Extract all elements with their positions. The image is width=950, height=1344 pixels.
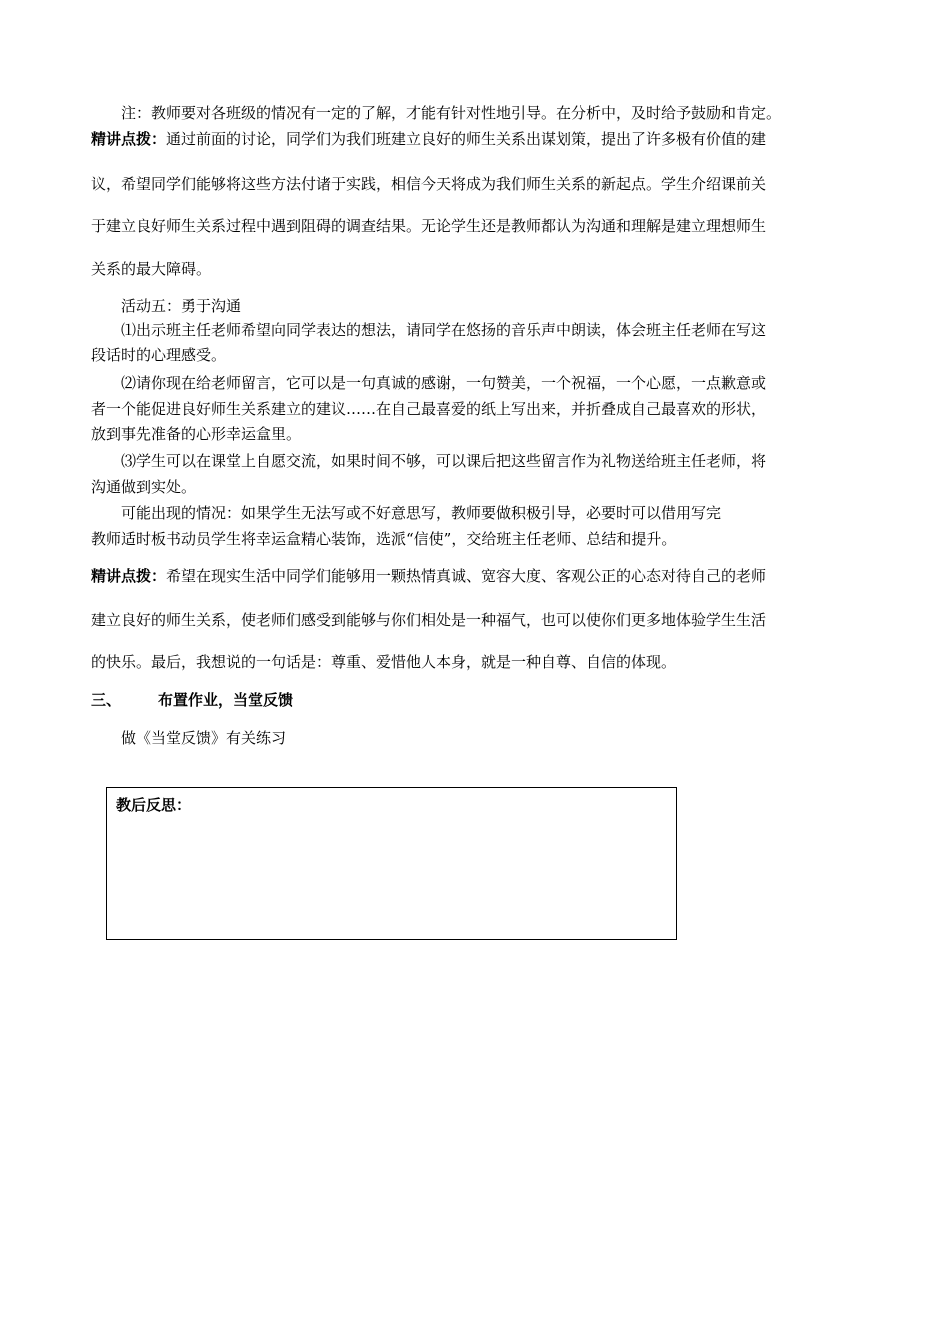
activity-item-2-line-1: ⑵请你现在给老师留言，它可以是一句真诚的感谢，一句赞美，一个祝福，一个心愿，一点歉意或: [121, 374, 767, 392]
homework-heading-title: 布置作业，当堂反馈: [158, 691, 294, 709]
key-points-label-2: 精讲点拨：: [91, 567, 167, 585]
key-points-2-line-3: 的快乐。最后，我想说的一句话是：尊重、爱惜他人本身，就是一种自尊、自信的体现。: [91, 653, 677, 671]
activity-item-3-line-1: ⑶学生可以在课堂上自愿交流，如果时间不够，可以课后把这些留言作为礼物送给班主任老师，将: [121, 452, 767, 470]
key-points-line-2: 议，希望同学们能够将这些方法付诸于实践，相信今天将成为我们师生关系的新起点。学生介绍课前关: [91, 175, 767, 193]
activity-item-1-line-1: ⑴出示班主任老师希望向同学表达的想法，请同学在悠扬的音乐声中朗读，体会班主任老师在写这: [121, 321, 767, 339]
homework-content: 做《当堂反馈》有关练习: [121, 729, 287, 747]
reflection-title: 教后反思：: [116, 796, 192, 814]
activity-item-1-line-2: 段话时的心理感受。: [91, 346, 227, 364]
activity-five-title: 活动五：勇于沟通: [121, 297, 242, 315]
activity-item-3-line-2: 沟通做到实处。: [91, 478, 197, 496]
homework-heading-number: 三、: [91, 691, 122, 709]
key-points-paragraph-1: [91, 129, 766, 149]
activity-item-2-line-3: 放到事先准备的心形幸运盒里。: [91, 425, 302, 443]
key-points-line-3: 于建立良好师生关系过程中遇到阻碍的调查结果。无论学生还是教师都认为沟通和理解是建立理想师生: [91, 217, 767, 235]
key-points-text-2: 希望在现实生活中同学们能够用一颗热情真诚、宽容大度、客观公正的心态对待自己的老师: [166, 567, 767, 585]
key-points-line-4: 关系的最大障碍。: [91, 260, 212, 278]
teacher-board-note: 教师适时板书动员学生将幸运盒精心装饰，选派“信使”，交给班主任老师、总结和提升。: [91, 530, 677, 548]
key-points-text: 通过前面的讨论，同学们为我们班建立良好的师生关系出谋划策，提出了许多极有价值的建: [166, 130, 767, 148]
reflection-box: [106, 787, 677, 940]
key-points-paragraph-2: [91, 566, 766, 586]
key-points-2-line-2: 建立良好的师生关系，使老师们感受到能够与你们相处是一种福气，也可以使你们更多地体验学生生活: [91, 611, 767, 629]
possible-situation: 可能出现的情况：如果学生无法写或不好意思写，教师要做积极引导，必要时可以借用写完: [121, 504, 722, 522]
teacher-note: 注：教师要对各班级的情况有一定的了解，才能有针对性地引导。在分析中，及时给予鼓励和肯定。: [121, 104, 782, 122]
activity-item-2-line-2: 者一个能促进良好师生关系建立的建议……在自己最喜爱的纸上写出来，并折叠成自己最喜欢的形状，: [91, 400, 767, 418]
key-points-label: 精讲点拨：: [91, 130, 167, 148]
